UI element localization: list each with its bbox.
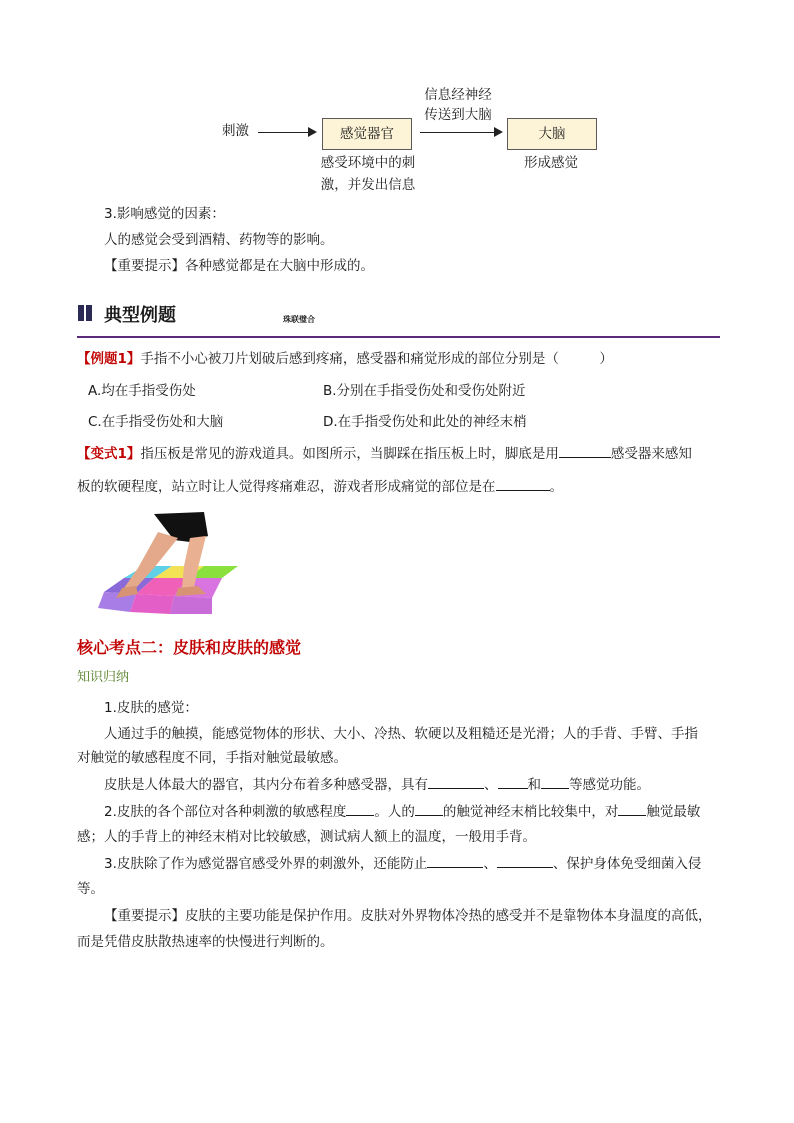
factors-text: 人的感觉会受到酒精、药物等的影响。 — [104, 232, 334, 248]
p4-text-3: 、保护身体免受细菌入侵 — [552, 856, 702, 872]
p2-text-1: 皮肤是人体最大的器官，其内分布着多种感受器，具有 — [104, 777, 428, 793]
core2-tip-line2: 而是凭借皮肤散热速率的快慢进行判断的。 — [77, 934, 334, 950]
variant1-tag: 【变式1】 — [77, 446, 141, 462]
answer-blank[interactable] — [427, 853, 483, 868]
example1-tag: 【例题1】 — [77, 351, 141, 367]
option-a: A.均在手指受伤处 — [88, 383, 196, 399]
variant1-text-2: 感受器来感知 — [610, 446, 692, 462]
tip-tag: 【重要提示】 — [104, 258, 185, 274]
receptor-caption-1: 感受环境中的刺 — [320, 155, 416, 171]
core2-p4-line1 — [104, 853, 701, 875]
core2-p1-line2: 对触觉的敏感程度不同，手指对触觉最敏感。 — [77, 750, 347, 766]
variant1-text-4: 。 — [549, 479, 563, 495]
section-subtitle: 珠联璧合 — [283, 314, 315, 324]
core2-p2 — [104, 774, 650, 796]
core2-p1-line1: 人通过手的触摸，能感觉物体的形状、大小、冷热、软硬以及粗糙还是光滑；人的手背、手臂、手指 — [104, 726, 698, 742]
core2-p3-line1 — [104, 801, 700, 823]
receptor-box: 感觉器官 — [322, 118, 412, 150]
option-c: C.在手指受伤处和大脑 — [88, 414, 224, 430]
factors-tip — [104, 255, 374, 277]
answer-blank[interactable] — [428, 774, 484, 789]
nerve-caption-2: 传送到大脑 — [424, 107, 492, 123]
knowledge-summary-label: 知识归纳 — [77, 670, 130, 685]
example1-question — [77, 348, 613, 370]
p2-text-3: 和 — [527, 777, 541, 793]
core2-p3-line2: 感；人的手背上的神经末梢对比较敏感，测试病人额上的温度，一般用手背。 — [77, 829, 536, 845]
variant1-text-1: 指压板是常见的游戏道具。如图所示，当脚踩在指压板上时，脚底是用 — [140, 446, 559, 462]
arrow-line-1 — [258, 132, 310, 133]
p2-text-4: 等感觉功能。 — [569, 777, 650, 793]
variant1-line2 — [77, 476, 563, 498]
answer-blank[interactable] — [541, 774, 569, 789]
p2-text-2: 、 — [484, 777, 498, 793]
arrow-line-2 — [420, 132, 496, 133]
p3-text-4: 触觉最敏 — [646, 804, 701, 820]
book-icon — [77, 304, 93, 326]
example1-text: 手指不小心被刀片划破后感到疼痛，感受器和痛觉形成的部位分别是（ ） — [140, 351, 613, 367]
arrow-right-icon — [308, 127, 317, 137]
core2-p1-title: 1.皮肤的感觉： — [104, 700, 198, 716]
acupressure-mat-image — [94, 508, 250, 620]
section-divider — [77, 336, 720, 338]
core2-tip-text-1: 皮肤的主要功能是保护作用。皮肤对外界物体冷热的感受并不是靠物体本身温度的高低， — [185, 908, 712, 924]
core2-heading: 核心考点二：皮肤和皮肤的感觉 — [77, 638, 302, 657]
stimulus-label: 刺激 — [222, 123, 249, 139]
factors-heading: 3.影响感觉的因素： — [104, 206, 225, 222]
answer-blank[interactable] — [346, 801, 374, 816]
answer-blank[interactable] — [559, 443, 611, 458]
section-title: 典型例题 — [104, 305, 176, 326]
answer-blank[interactable] — [497, 853, 553, 868]
answer-blank[interactable] — [498, 774, 528, 789]
variant1-text-3: 板的软硬程度，站立时让人觉得疼痛难忍，游戏者形成痛觉的部位是在 — [77, 479, 496, 495]
answer-blank[interactable] — [618, 801, 646, 816]
option-b: B.分别在手指受伤处和受伤处附近 — [323, 383, 526, 399]
p3-text-3: 的触觉神经末梢比较集中，对 — [442, 804, 619, 820]
p4-text-2: 、 — [483, 856, 497, 872]
core2-p4-line2: 等。 — [77, 881, 104, 897]
nerve-caption-1: 信息经神经 — [424, 87, 492, 103]
option-d: D.在手指受伤处和此处的神经末梢 — [323, 414, 527, 430]
brain-caption: 形成感觉 — [524, 155, 578, 171]
answer-blank[interactable] — [496, 476, 550, 491]
receptor-caption-2: 激，并发出信息 — [320, 177, 416, 193]
variant1-line1 — [77, 443, 692, 465]
core2-tip-line1 — [104, 905, 712, 927]
p4-text-1: 3.皮肤除了作为感觉器官感受外界的刺激外，还能防止 — [104, 856, 428, 872]
arrow-right-icon — [494, 127, 503, 137]
p3-text-2: 。人的 — [374, 804, 415, 820]
core2-tip-tag: 【重要提示】 — [104, 908, 185, 924]
tip-text: 各种感觉都是在大脑中形成的。 — [185, 258, 374, 274]
p3-text-1: 2.皮肤的各个部位对各种刺激的敏感程度 — [104, 804, 347, 820]
answer-blank[interactable] — [415, 801, 443, 816]
brain-box: 大脑 — [507, 118, 597, 150]
